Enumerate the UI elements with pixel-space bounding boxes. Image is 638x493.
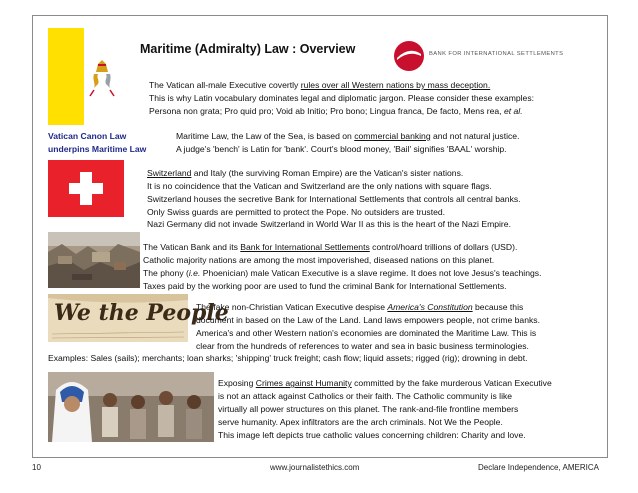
swiss-line5: Nazi Germany did not invade Switzerland in World War II as this is the heart of the Nazi Empire. bbox=[147, 219, 511, 229]
crimes-link[interactable]: Crimes against Humanity bbox=[255, 378, 352, 388]
section1-line2: This is why Latin vocabulary dominates legal and diplomatic jargon. Please consider these examples: bbox=[149, 93, 535, 103]
bis-logo-text: BANK FOR INTERNATIONAL SETTLEMENTS bbox=[429, 51, 564, 57]
canon-line2: A judge's 'bench' is Latin for 'bank'. Court's blood money, 'Bail' signifies 'BAAL' worship. bbox=[176, 144, 507, 154]
section1-line1: The Vatican all-male Executive covertly rules over all Western nations by mass deception. bbox=[149, 80, 491, 90]
crimes-line4: serve humanity. Apex infiltrators are the arch criminals. Not We the People. bbox=[218, 417, 503, 427]
bis-logo bbox=[393, 40, 583, 74]
constitution-line4: clear from the hundreds of references to water and sea in basic business terminologies. bbox=[196, 341, 529, 351]
commercial-banking-link[interactable]: commercial banking bbox=[354, 131, 431, 141]
crimes-line5: This image left depicts true catholic values concerning children: Charity and love. bbox=[218, 430, 526, 440]
page-title: Maritime (Admiralty) Law : Overview bbox=[140, 42, 356, 56]
crimes-line3: virtually all power structures on this planet. The rank-and-file frontline members bbox=[218, 404, 519, 414]
footer-right-text: Declare Independence, AMERICA bbox=[478, 463, 599, 472]
constitution-image-text: We the People bbox=[54, 300, 229, 326]
slum-photo bbox=[48, 232, 140, 288]
swiss-line3: Switzerland houses the secretive Bank for International Settlements that controls all central banks. bbox=[147, 194, 521, 204]
constitution-image bbox=[48, 294, 229, 342]
crimes-line1: Exposing Crimes against Humanity committed by the fake murderous Vatican Executive bbox=[218, 378, 552, 388]
section1-link[interactable]: rules over all Western nations by mass deception. bbox=[300, 80, 491, 90]
footer-page-number: 10 bbox=[32, 463, 41, 472]
constitution-link[interactable]: America's Constitution bbox=[387, 302, 473, 312]
bank-line2: Catholic majority nations are among the most impoverished, diseased nations on this planet. bbox=[143, 255, 495, 265]
constitution-line2: document in based on the Law of the Land. Land laws empowers people, not crime banks. bbox=[196, 315, 540, 325]
bank-line4: Taxes paid by the working poor are used to fund the criminal Bank for International Settlements. bbox=[143, 281, 507, 291]
bis-logo-mark bbox=[393, 40, 425, 72]
switzerland-link[interactable]: Switzerland bbox=[147, 168, 192, 178]
bank-line3: The phony (i.e. Phoenician) male Vatican Executive is a slave regime. It does not love Jesus's teachings. bbox=[143, 268, 542, 278]
canon-line1: Maritime Law, the Law of the Sea, is based on commercial banking and not natural justice. bbox=[176, 131, 520, 141]
swiss-line2: It is no coincidence that the Vatican and Switzerland are the only nations with square flags. bbox=[147, 181, 492, 191]
canon-law-label-line1: Vatican Canon Law bbox=[48, 131, 127, 141]
bank-line1: The Vatican Bank and its Bank for International Settlements control/hoard trillions of dollars (USD). bbox=[143, 242, 518, 252]
vatican-flag-image bbox=[48, 28, 120, 125]
swiss-line4: Only Swiss guards are permitted to protect the Pope. No outsiders are trusted. bbox=[147, 207, 446, 217]
bis-link[interactable]: Bank for International Settlements bbox=[240, 242, 370, 252]
crimes-line2: is not an attack against Catholics or their faith. The Catholic community is like bbox=[218, 391, 513, 401]
footer-url[interactable]: www.journalistethics.com bbox=[270, 463, 360, 472]
constitution-line3: America's and other Western nation's economies are dominated the Maritime Law. This is bbox=[196, 328, 537, 338]
charity-photo bbox=[48, 372, 214, 442]
section1-line3: Persona non grata; Pro quid pro; Void ab Initio; Pro bono; Lingua franca, De facto, Mens rea, et al. bbox=[149, 106, 523, 116]
swiss-flag-image bbox=[48, 160, 124, 217]
constitution-line5: Examples: Sales (sails); merchants; loan sharks; 'shipping' truck freight; cash flow; liquid assets; rigged (rig); drowning in debt. bbox=[48, 353, 528, 363]
swiss-line1: Switzerland and Italy (the surviving Roman Empire) are the Vatican's sister nations. bbox=[147, 168, 464, 178]
canon-law-label-line2: underpins Maritime Law bbox=[48, 144, 147, 154]
constitution-line1: The fake non-Christian Vatican Executive despise America's Constitution because this bbox=[196, 302, 524, 312]
